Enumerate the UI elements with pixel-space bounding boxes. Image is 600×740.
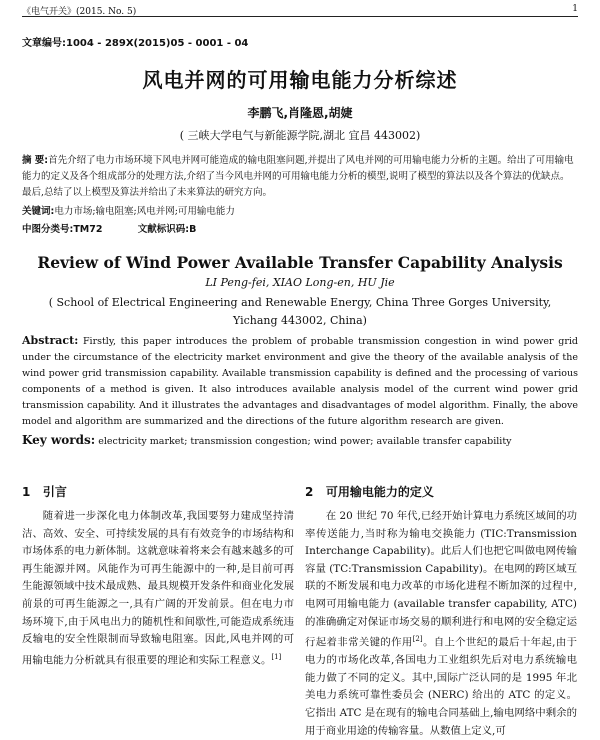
section-2-citation: [2] [412, 635, 423, 644]
page-number: 1 [572, 4, 578, 14]
clc-value: TM72 [73, 224, 103, 235]
abstract-en-text: Firstly, this paper introduces the problem of probable transmission congestion in wind power grid under the circumstance of the electricity market environment and give the theory of the available analysis of the wind power grid transmission capability. Available transmission capability is defined and the processing of various components of a method is given. It also introduces available analysis model of the current wind power grid transmission capability. And it illustrates the advantages and disadvantages of model algorithm. Finally, the above model and algorithm are summarized and the directions of the future algorithm research are given. [22, 336, 578, 427]
section-2-text-b: 。自上个世纪的最后十年起,由于电力的市场化改革,各国电力工业组织先后对电力系统输电能力做了不同的定义。其中,国际广泛认同的是 1995 年北美电力系统可靠性委员会 (NERC) 给出的 ATC 的定义。它指出 ATC 是在现有的输电合同基础上,输电网络中剩余的用于商业用途的传输容量。从数值上定义,可 [305, 636, 577, 737]
section-1-title: 引言 [42, 485, 67, 499]
section-1-citation: [1] [271, 652, 282, 661]
section-1-heading [22, 483, 67, 500]
section-2-heading [305, 483, 434, 500]
affiliation-chinese: ( 三峡大学电气与新能源学院,湖北 宜昌 443002) [179, 129, 421, 142]
authors-english: LI Peng-fei, XIAO Long-en, HU Jie [205, 276, 395, 289]
journal-name: 《电气开关》(2015. No. 5) [22, 7, 137, 17]
authors-chinese: 李鹏飞,肖隆恩,胡婕 [247, 106, 353, 120]
abstract-cn-label: 摘 要: [22, 155, 49, 166]
clc-label: 中图分类号: [22, 224, 74, 235]
doc-value: B [189, 224, 197, 235]
document-code [138, 224, 197, 235]
section-2-number: 2 [305, 485, 314, 499]
section-2-paragraph [305, 508, 577, 740]
section-1-paragraph [22, 508, 294, 670]
doc-label: 文献标识码: [137, 224, 190, 235]
header-rule [22, 16, 578, 17]
article-number: 文章编号:1004 - 289X(2015)05 - 0001 - 04 [22, 38, 249, 49]
clc-code [22, 224, 102, 235]
abstract-english [22, 333, 578, 430]
keywords-en-text: electricity market; transmission congestion; wind power; available transfer capability [98, 436, 512, 447]
abstract-chinese [22, 153, 578, 201]
section-2-body [305, 508, 577, 740]
affiliation-english: ( School of Electrical Engineering and Renewable Energy, China Three Gorges University, Yichang 443002, China) [48, 296, 552, 327]
keywords-en-label: Key words: [22, 433, 96, 447]
keywords-cn-label: 关键词: [22, 206, 55, 217]
title-chinese: 风电并网的可用输电能力分析综述 [142, 68, 458, 92]
abstract-cn-text: 首先介绍了电力市场环境下风电并网可能造成的输电阻塞问题,并提出了风电并网的可用输电能力分析的主题。给出了可用输电能力的定义及各个组成部分的处理方法,介绍了当今风电并网的可用输电能力分析的模型,说明了模型的算法以及各个算法的优缺点。最后,总结了以上模型及算法并给出了未来算法的研究方向。 [22, 155, 574, 198]
keywords-cn-text: 电力市场;输电阻塞;风电并网;可用输电能力 [54, 206, 235, 217]
section-2-title: 可用输电能力的定义 [325, 485, 434, 499]
abstract-en-label: Abstract: [22, 334, 79, 347]
keywords-chinese [22, 205, 578, 219]
section-1-body [22, 508, 294, 670]
section-2-text-a: 在 20 世纪 70 年代,已经开始计算电力系统区域间的功率传送能力,当时称为输电交换能力 (TIC:Transmission Interchange Capability)。此后人们也把它叫做电网传输容量 (TC:Transmission Capability)。在电网的跨区域互联的不断发展和电力改革的市场化进程不断加深的过程中,电网可用输电能力 (available transfer capability, ATC)的准确确定对保证市场交易的顺利进行和电网的安全稳定运行起着非常关键的作用 [305, 510, 577, 649]
section-1-number: 1 [22, 485, 31, 499]
section-1-text: 随着进一步深化电力体制改革,我国要努力建成坚持清洁、高效、安全、可持续发展的具有有效竞争的市场结构和市场体系的电力新体制。这就意味着将来会有越来越多的可再生能源并网。风能作为可再生能源中的一种,是目前可再生能源领域中技术最成熟、最具规模开发条件和商业化发展前景的可再生能源之一,具有广阔的开发前景。但在电力市场环境下,由于风电出力的随机性和间歇性,可能造成系统违反输电的安全性限制而导致输电阻塞。因此,风电并网的可用输电能力分析就具有很重要的理论和实际工程意义。 [22, 510, 294, 667]
keywords-english [22, 433, 578, 447]
title-english: Review of Wind Power Available Transfer Capability Analysis [37, 253, 563, 272]
classification-line [22, 221, 578, 235]
